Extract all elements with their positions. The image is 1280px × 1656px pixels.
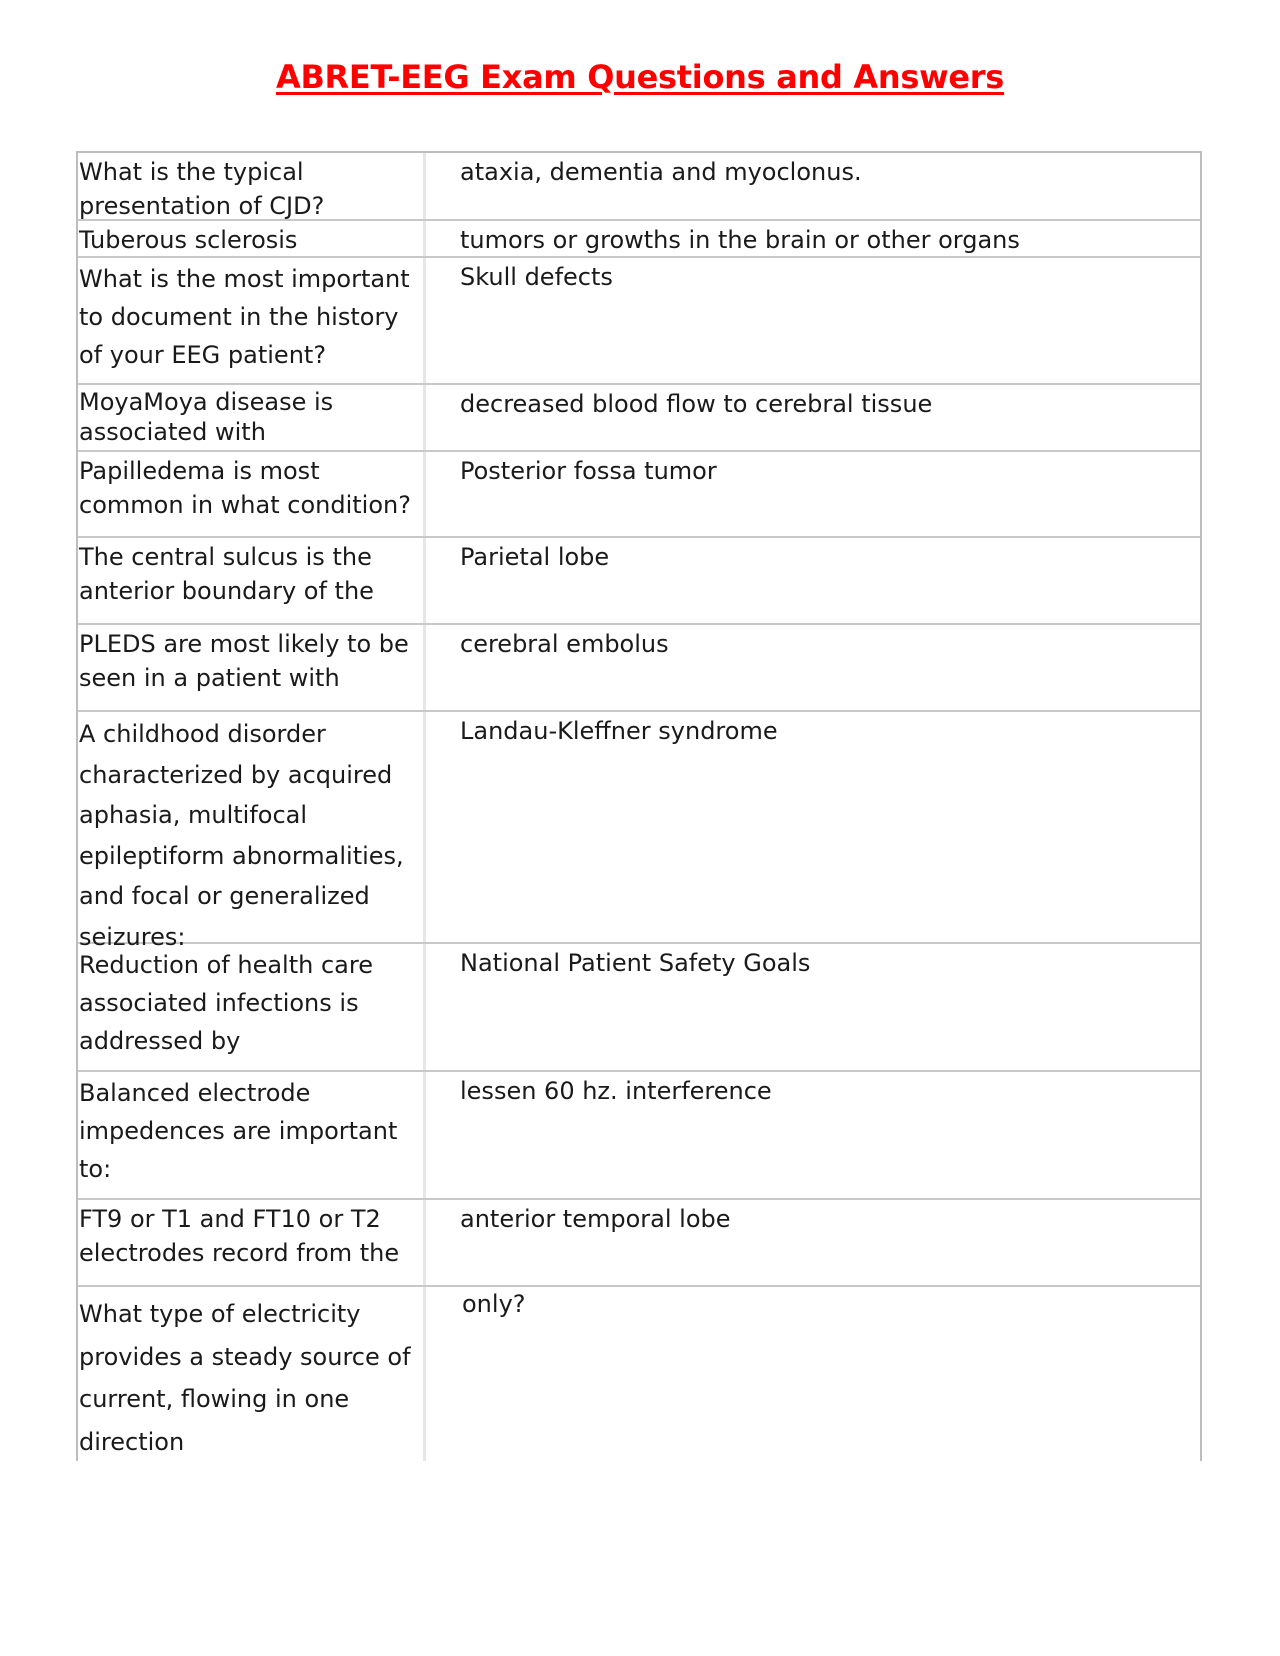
table-row — [78, 153, 1200, 221]
answer-cell: cerebral embolus — [460, 630, 669, 658]
answer-cell: lessen 60 hz. interference — [460, 1077, 772, 1105]
question-cell: The central sulcus is the anterior boundary of the — [78, 538, 426, 623]
table-row — [78, 1200, 1200, 1287]
document-title: ABRET-EEG Exam Questions and Answers — [275, 58, 1005, 96]
question-cell: What is the most important to document in the history of your EEG patient? — [78, 258, 426, 383]
question-cell: FT9 or T1 and FT10 or T2 electrodes record from the — [78, 1200, 426, 1285]
table-row — [78, 538, 1200, 625]
answer-cell: only? — [462, 1290, 526, 1318]
table-row — [78, 1287, 1200, 1461]
question-cell: Reduction of health care associated infections is addressed by — [78, 944, 426, 1070]
table-row — [78, 712, 1200, 951]
question-cell: What type of electricity provides a steady source of current, flowing in one direction — [78, 1287, 426, 1461]
answer-cell: Landau-Kleffner syndrome — [460, 717, 778, 745]
question-cell: Balanced electrode impedences are important to: — [78, 1072, 426, 1198]
answer-cell: Parietal lobe — [460, 543, 610, 571]
question-cell: PLEDS are most likely to be seen in a patient with — [78, 625, 426, 710]
question-cell: Tuberous sclerosis — [78, 221, 426, 256]
answer-cell: Skull defects — [460, 263, 613, 291]
answer-cell: decreased blood flow to cerebral tissue — [460, 390, 933, 418]
table-row — [78, 258, 1200, 385]
table-row — [78, 452, 1200, 538]
table-row — [78, 1072, 1200, 1200]
table-row — [78, 944, 1200, 1072]
question-cell: A childhood disorder characterized by acquired aphasia, multifocal epileptiform abnormalities, and focal or generalized seizures: — [78, 712, 426, 942]
answer-cell: Posterior fossa tumor — [460, 457, 717, 485]
table-row — [78, 221, 1200, 258]
answer-cell: tumors or growths in the brain or other organs — [460, 226, 1020, 254]
answer-cell: National Patient Safety Goals — [460, 949, 811, 977]
answer-cell: ataxia, dementia and myoclonus. — [460, 158, 862, 186]
answer-cell: anterior temporal lobe — [460, 1205, 731, 1233]
question-cell: Papilledema is most common in what condition? — [78, 452, 426, 536]
table-row — [78, 625, 1200, 712]
table-row — [78, 385, 1200, 452]
question-cell: What is the typical presentation of CJD? — [78, 153, 426, 219]
question-cell: MoyaMoya disease is associated with — [78, 385, 426, 450]
qa-table — [76, 151, 1202, 1461]
